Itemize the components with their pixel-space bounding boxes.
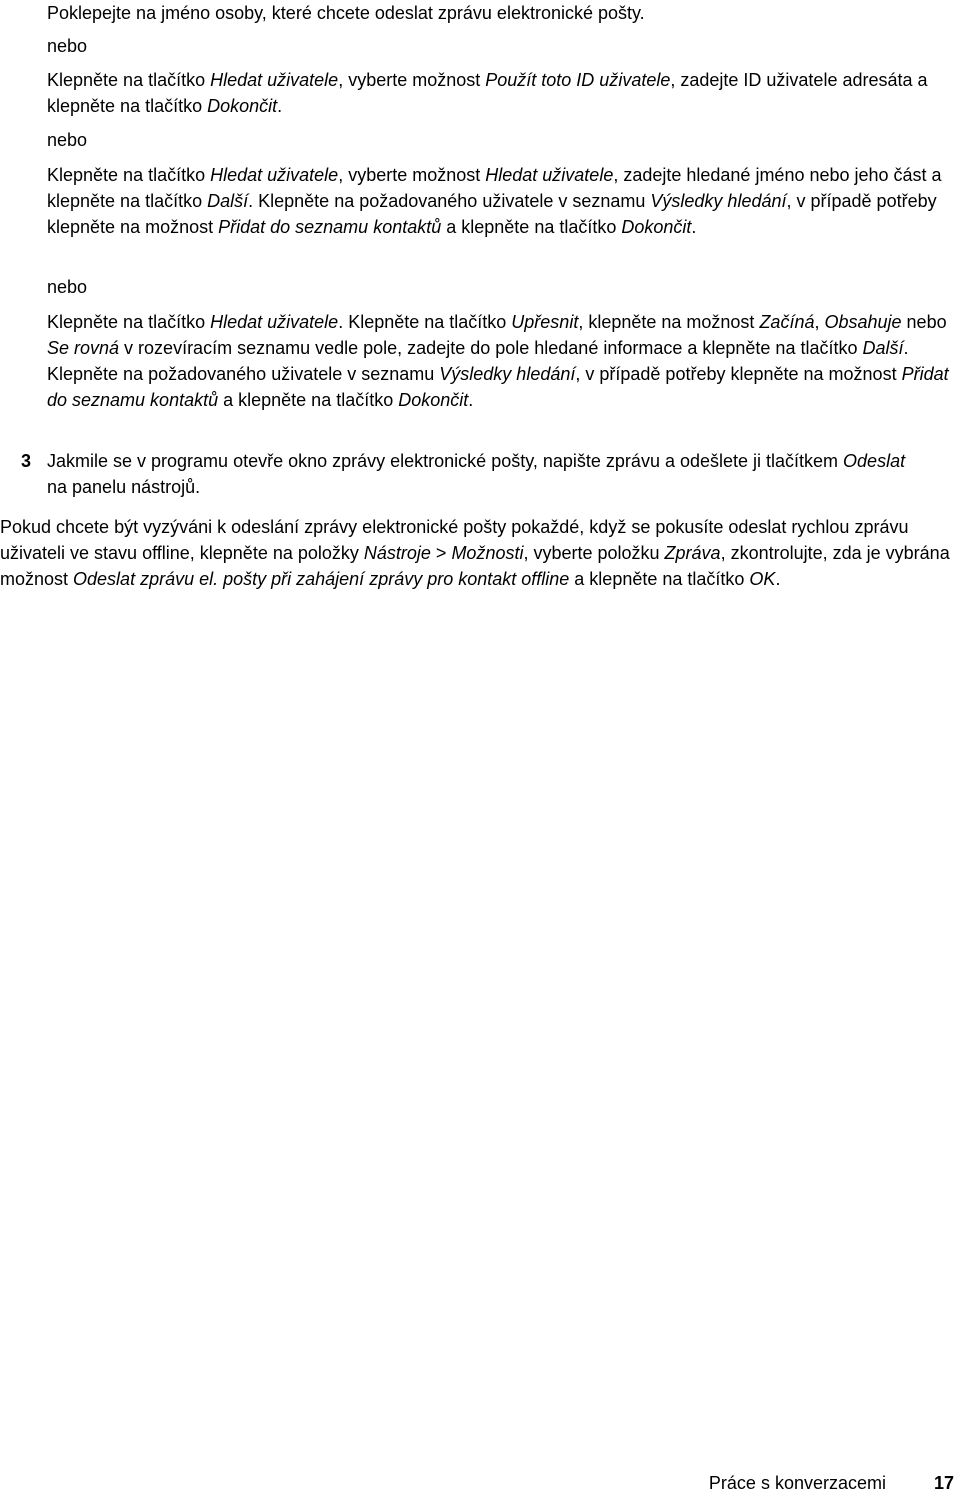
ui-term: OK bbox=[749, 569, 776, 589]
text-run: , bbox=[814, 312, 825, 332]
or-separator-1: nebo bbox=[47, 36, 88, 56]
text-run: . Klepněte na tlačítko bbox=[338, 312, 512, 332]
text-run: nebo bbox=[901, 312, 947, 332]
text-run: a klepněte na tlačítko bbox=[569, 569, 750, 589]
footer-section-title: Práce s konverzacemi bbox=[708, 1473, 886, 1493]
ui-term: Začíná bbox=[759, 312, 815, 332]
text-run: . bbox=[468, 390, 474, 410]
ui-term: Použít toto ID uživatele bbox=[485, 70, 671, 90]
ui-term: Odeslat zprávu el. pošty při zahájení zprávy pro kontakt offline bbox=[73, 569, 570, 589]
text-run: v rozevíracím seznamu vedle pole, zadejte do pole hledané informace a klepněte na tlačítko bbox=[119, 338, 863, 358]
ui-term: Přidat do seznamu kontaktů bbox=[218, 217, 442, 237]
intro-paragraph: Poklepejte na jméno osoby, které chcete odeslat zprávu elektronické pošty. bbox=[47, 3, 645, 23]
text-run: , zadejte ID uživatele adresáta a klepněte na tlačítko bbox=[47, 70, 928, 116]
ui-term: Výsledky hledání bbox=[439, 364, 576, 384]
text-run: , vyberte možnost bbox=[338, 70, 486, 90]
text-run: , vyberte položku bbox=[523, 543, 665, 563]
ui-term: Další bbox=[207, 191, 249, 211]
ui-term: Nástroje bbox=[363, 543, 431, 563]
text-run: , zadejte hledané jméno nebo jeho část a klepněte na tlačítko bbox=[47, 165, 942, 211]
option-advanced-search-paragraph bbox=[47, 309, 952, 413]
ui-term: Zpráva bbox=[664, 543, 721, 563]
ui-term: Možnosti bbox=[451, 543, 524, 563]
text-run: . Klepněte na požadovaného uživatele v seznamu bbox=[248, 191, 651, 211]
text-run: . Klepněte na požadovaného uživatele v seznamu bbox=[47, 338, 909, 384]
ui-term: Obsahuje bbox=[824, 312, 902, 332]
text-run: a klepněte na tlačítko bbox=[441, 217, 622, 237]
text-run: Klepněte na tlačítko bbox=[47, 165, 211, 185]
text-run: Klepněte na tlačítko bbox=[47, 70, 211, 90]
text-run: Klepněte na tlačítko bbox=[47, 312, 211, 332]
ui-term: Dokončit bbox=[398, 390, 469, 410]
text-run: , v případě potřeby klepněte na možnost bbox=[575, 364, 902, 384]
ui-term: Dokončit bbox=[621, 217, 692, 237]
or-separator-3: nebo bbox=[47, 277, 88, 297]
page-footer bbox=[0, 1470, 960, 1496]
or-separator-2: nebo bbox=[47, 130, 88, 150]
ui-term: Hledat uživatele bbox=[210, 312, 339, 332]
ui-term: Dokončit bbox=[207, 96, 278, 116]
ui-term: Hledat uživatele bbox=[210, 165, 339, 185]
offline-prompt-paragraph bbox=[0, 514, 950, 592]
text-run: , vyberte možnost bbox=[338, 165, 486, 185]
ui-term: Přidat do seznamu kontaktů bbox=[47, 364, 949, 410]
text-run: , klepněte na možnost bbox=[578, 312, 760, 332]
text-run: a klepněte na tlačítko bbox=[218, 390, 399, 410]
text-run: . bbox=[691, 217, 697, 237]
ui-term: Se rovná bbox=[47, 338, 120, 358]
step-number: 3 bbox=[21, 451, 32, 471]
ui-term: Odeslat bbox=[843, 451, 906, 471]
text-run: , zkontrolujte, zda je vybrána možnost bbox=[0, 543, 950, 589]
ui-term: Výsledky hledání bbox=[650, 191, 787, 211]
text-run: . bbox=[775, 569, 781, 589]
text-run: na panelu nástrojů. bbox=[47, 477, 201, 497]
text-run: Pokud chcete být vyzýváni k odeslání zprávy elektronické pošty pokaždé, když se pokusíte odeslat rychlou zprávu uživateli ve stavu offline, klepněte na položky bbox=[0, 517, 909, 563]
ui-term: Hledat uživatele bbox=[485, 165, 614, 185]
text-run: Jakmile se v programu otevře okno zprávy elektronické pošty, napište zprávu a odešlete ji tlačítkem bbox=[47, 451, 844, 471]
text-run: > bbox=[430, 543, 452, 563]
ui-term: Upřesnit bbox=[511, 312, 579, 332]
ui-term: Další bbox=[862, 338, 904, 358]
option-search-name-paragraph bbox=[47, 162, 952, 240]
step-3-text bbox=[47, 448, 927, 500]
text-run: . bbox=[277, 96, 283, 116]
text-run: , v případě potřeby klepněte na možnost bbox=[47, 191, 937, 237]
page-number: 17 bbox=[933, 1473, 954, 1493]
ui-term: Hledat uživatele bbox=[210, 70, 339, 90]
option-user-id-paragraph bbox=[47, 67, 952, 119]
